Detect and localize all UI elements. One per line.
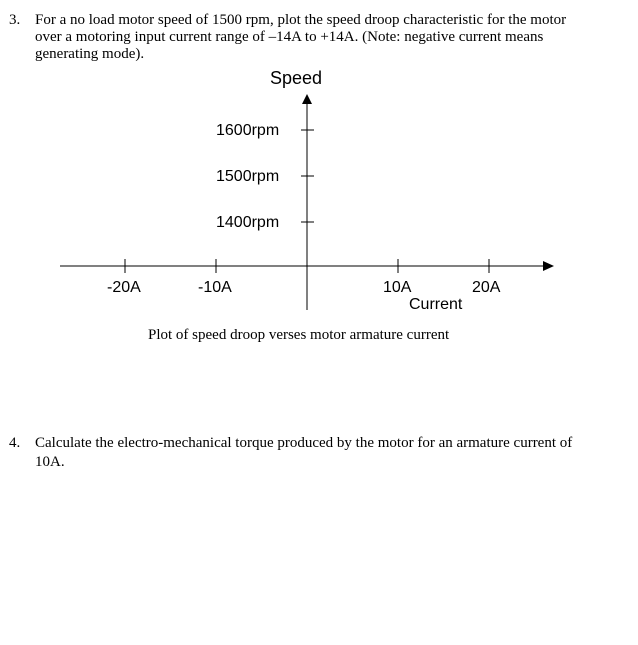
question-4-line-1: Calculate the electro-mechanical torque produced by the motor for an armature current of xyxy=(35,435,573,451)
question-3-line-3: generating mode). xyxy=(35,46,145,62)
question-3-line-1: For a no load motor speed of 1500 rpm, plot the speed droop characteristic for the motor xyxy=(35,12,567,28)
question-4 xyxy=(9,435,629,475)
x-tick-label-10: 10A xyxy=(383,279,412,296)
y-tick-label-1400: 1400rpm xyxy=(216,214,280,231)
x-axis-arrow xyxy=(543,261,554,271)
x-tick-label-neg20: -20A xyxy=(107,279,141,296)
x-tick-label-20: 20A xyxy=(472,279,501,296)
y-axis-arrow xyxy=(302,94,312,104)
question-3-number: 3. xyxy=(9,12,21,28)
y-tick-label-1500: 1500rpm xyxy=(216,168,280,185)
question-4-line-2: 10A. xyxy=(35,454,65,470)
y-tick-label-1600: 1600rpm xyxy=(216,122,280,139)
x-axis-title: Current xyxy=(409,296,463,313)
question-3-line-2: over a motoring input current range of –14A to +14A. (Note: negative current means xyxy=(35,29,544,45)
x-tick-label-neg10: -10A xyxy=(198,279,232,296)
question-4-number: 4. xyxy=(9,435,21,451)
y-axis-title: Speed xyxy=(270,68,323,88)
figure-caption: Plot of speed droop verses motor armature current xyxy=(148,327,450,343)
